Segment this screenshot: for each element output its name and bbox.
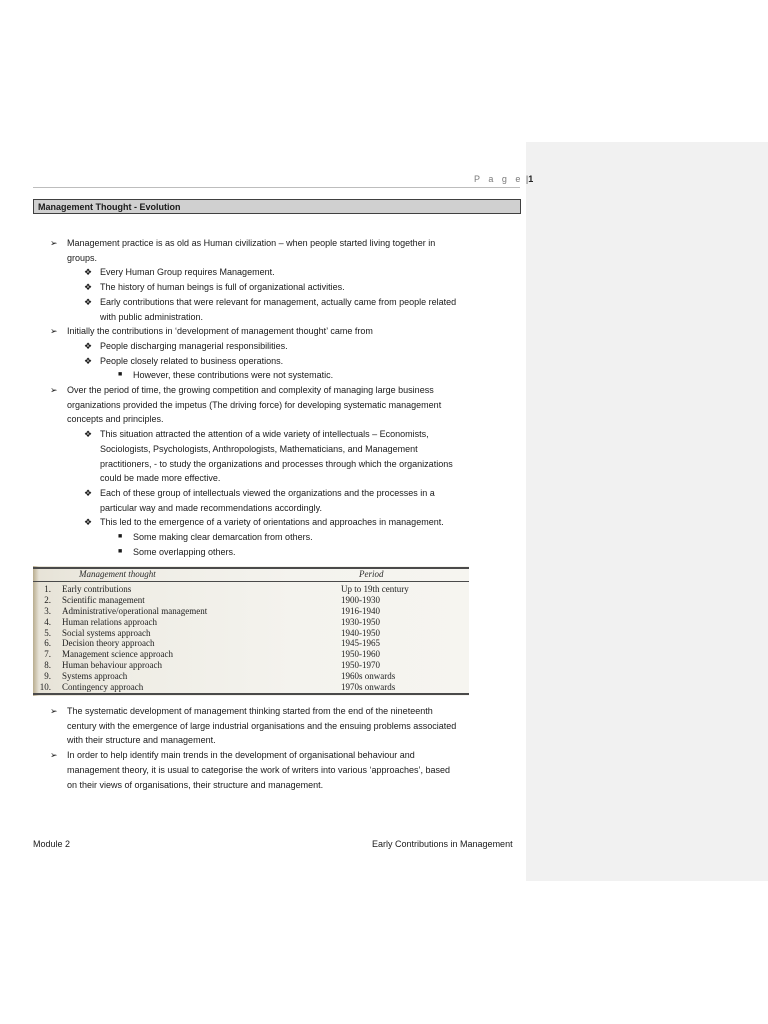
bullet-text: Each of these group of intellectuals viewed the organizations and the processes in a xyxy=(100,487,435,498)
bullet-line-level-1 xyxy=(33,398,520,413)
bullet-text: Some making clear demarcation from others. xyxy=(133,532,313,543)
bullet-text: concepts and principles. xyxy=(67,414,164,425)
bullet-line-level-1 xyxy=(33,733,520,748)
table-row xyxy=(33,606,469,617)
bullet-line-level-1 xyxy=(33,704,520,719)
bullet-text: could be made more effective. xyxy=(100,473,221,484)
bullet-line-level-1 xyxy=(33,763,520,778)
page-number-header xyxy=(474,174,533,184)
row-period: 1916-1940 xyxy=(341,605,380,616)
row-number: 7. xyxy=(44,649,51,660)
row-thought: Administrative/operational management xyxy=(62,605,208,616)
bullet-marker: ➢ xyxy=(50,326,58,337)
row-period: Up to 19th century xyxy=(341,584,409,594)
comment-pane xyxy=(526,142,768,881)
row-thought: Human relations approach xyxy=(62,616,157,627)
bullet-line-level-2 xyxy=(33,427,520,442)
bullet-text: on their views of organisations, their structure and management. xyxy=(67,779,324,790)
row-period: 1940-1950 xyxy=(341,627,380,638)
bullet-list-development xyxy=(33,704,520,792)
bullet-marker: ❖ xyxy=(84,487,93,498)
bullet-line-level-2 xyxy=(33,515,520,530)
table-row xyxy=(33,660,469,671)
page-label: P a g e xyxy=(474,174,524,184)
bullet-line-level-1 xyxy=(33,778,520,793)
row-number: 5. xyxy=(44,627,51,638)
row-period: 1950-1960 xyxy=(341,649,380,660)
row-period: 1930-1950 xyxy=(341,616,380,627)
bullet-line-level-2 xyxy=(33,442,520,457)
bullet-marker: ❖ xyxy=(84,296,93,307)
bullet-text: In order to help identify main trends in the development of organisational behaviour and xyxy=(67,750,415,761)
row-thought: Early contributions xyxy=(62,584,132,594)
table-row xyxy=(33,595,469,606)
bullet-text: People closely related to business operations. xyxy=(100,355,284,366)
bullet-text: management theory, it is usual to categorise the work of writers into various ‘approaches’, based xyxy=(67,764,451,775)
table-row xyxy=(33,628,469,639)
bullet-marker: ■ xyxy=(118,533,123,541)
bullet-line-level-1 xyxy=(33,748,520,763)
row-thought: Human behaviour approach xyxy=(62,660,162,671)
bullet-text: with public administration. xyxy=(100,311,204,322)
bullet-line-level-1 xyxy=(33,236,520,251)
bullet-text: Some overlapping others. xyxy=(133,546,236,557)
table-header-thought: Management thought xyxy=(79,569,156,579)
row-period: 1900-1930 xyxy=(341,594,380,605)
row-number: 10. xyxy=(39,682,51,693)
bullet-line-level-2 xyxy=(33,339,520,354)
bullet-line-level-2 xyxy=(33,280,520,295)
bullet-text: Management practice is as old as Human civilization – when people started living together in xyxy=(67,238,436,248)
management-thought-table-image xyxy=(33,566,469,696)
bullet-text: This led to the emergence of a variety of orientations and approaches in management. xyxy=(100,517,444,528)
bullet-line-level-2 xyxy=(33,310,520,325)
bullet-line-level-2 xyxy=(33,457,520,472)
row-thought: Decision theory approach xyxy=(62,638,155,649)
row-number: 4. xyxy=(44,616,51,627)
row-period: 1960s onwards xyxy=(341,671,396,682)
row-number: 8. xyxy=(44,660,51,671)
bullet-line-level-2 xyxy=(33,354,520,369)
bullet-text: Over the period of time, the growing competition and complexity of managing large business xyxy=(67,385,434,396)
bullet-line-level-1 xyxy=(33,251,520,266)
bullet-marker: ➢ xyxy=(50,385,58,396)
bullet-line-level-2 xyxy=(33,486,520,501)
row-thought: Systems approach xyxy=(62,671,128,682)
bullet-text: The history of human beings is full of organizational activities. xyxy=(100,282,345,293)
page-separator: | xyxy=(525,174,529,184)
table-rule-header xyxy=(33,581,469,582)
row-number: 9. xyxy=(44,671,51,682)
bullet-marker: ■ xyxy=(118,371,123,379)
row-number: 2. xyxy=(44,594,51,605)
header-rule xyxy=(33,187,520,188)
row-thought: Contingency approach xyxy=(62,682,144,693)
bullet-marker: ❖ xyxy=(84,340,93,351)
bullet-line-level-3 xyxy=(33,545,520,560)
bullet-line-level-2 xyxy=(33,471,520,486)
row-number: 3. xyxy=(44,605,51,616)
bullet-marker: ❖ xyxy=(84,355,93,366)
bullet-line-level-1 xyxy=(33,412,520,427)
bullet-text: century with the emergence of large industrial organisations and the ensuing problems associated xyxy=(67,720,457,731)
bullet-text: organizations provided the impetus (The driving force) for developing systematic management xyxy=(67,399,442,410)
table-body xyxy=(33,584,469,693)
bullet-line-level-2 xyxy=(33,501,520,516)
bullet-line-level-3 xyxy=(33,530,520,545)
table-row xyxy=(33,638,469,649)
row-period: 1945-1965 xyxy=(341,638,380,649)
bullet-line-level-1 xyxy=(33,324,520,339)
bullet-list-intro xyxy=(33,236,520,559)
row-period: 1970s onwards xyxy=(341,682,396,693)
bullet-text: However, these contributions were not systematic. xyxy=(133,370,334,381)
bullet-text: particular way and made recommendations accordingly. xyxy=(100,502,322,513)
table-row xyxy=(33,682,469,693)
footer-title: Early Contributions in Management xyxy=(372,839,513,849)
bullet-marker: ➢ xyxy=(50,706,58,716)
bullet-text: practitioners, - to study the organizations and processes through which the organizations xyxy=(100,458,453,469)
bullet-text: Early contributions that were relevant for management, actually came from people related xyxy=(100,296,457,307)
bullet-text: Every Human Group requires Management. xyxy=(100,267,275,278)
row-thought: Social systems approach xyxy=(62,627,151,638)
bullet-line-level-1 xyxy=(33,719,520,734)
section-title: Management Thought - Evolution xyxy=(33,199,521,214)
row-thought: Management science approach xyxy=(62,649,173,660)
table-row xyxy=(33,671,469,682)
table-rule-bottom xyxy=(33,693,469,695)
bullet-text: This situation attracted the attention of a wide variety of intellectuals – Economists, xyxy=(100,429,429,440)
bullet-text: with their structure and management. xyxy=(67,735,216,746)
bullet-marker: ➢ xyxy=(50,238,58,248)
bullet-line-level-3 xyxy=(33,368,520,383)
table-header-period: Period xyxy=(359,569,384,579)
bullet-marker: ❖ xyxy=(84,282,93,293)
bullet-marker: ➢ xyxy=(50,750,58,761)
footer-module: Module 2 xyxy=(33,839,71,849)
bullet-marker: ❖ xyxy=(84,517,93,528)
page-number: 1 xyxy=(528,174,534,184)
bullet-line-level-2 xyxy=(33,265,520,280)
bullet-marker: ■ xyxy=(118,547,123,555)
table-row xyxy=(33,584,469,595)
row-period: 1950-1970 xyxy=(341,660,380,671)
row-thought: Scientific management xyxy=(62,594,145,605)
table-row xyxy=(33,617,469,628)
bullet-text: Initially the contributions in ‘development of management thought’ came from xyxy=(67,326,373,337)
table-row xyxy=(33,649,469,660)
bullet-text: People discharging managerial responsibilities. xyxy=(100,340,288,351)
bullet-text: Sociologists, Psychologists, Anthropologists, Mathematicians, and Management xyxy=(100,443,418,454)
bullet-line-level-2 xyxy=(33,295,520,310)
bullet-marker: ❖ xyxy=(84,267,93,278)
row-number: 1. xyxy=(44,584,51,594)
row-number: 6. xyxy=(44,638,51,649)
bullet-text: groups. xyxy=(67,252,98,263)
bullet-marker: ❖ xyxy=(84,429,93,440)
bullet-text: The systematic development of management thinking started from the end of the nineteenth xyxy=(67,706,433,716)
bullet-line-level-1 xyxy=(33,383,520,398)
